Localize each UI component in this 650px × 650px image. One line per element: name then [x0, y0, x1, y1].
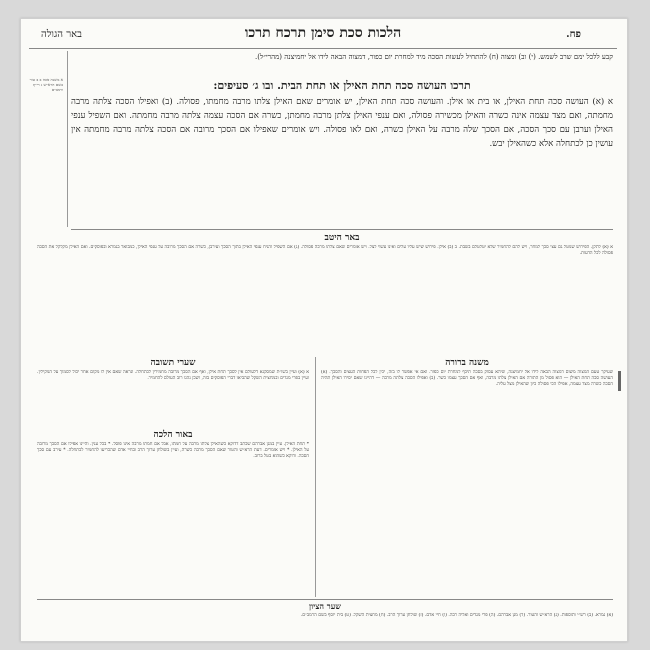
- margin-marker: [618, 371, 621, 391]
- shaarei-teshuva-text: א (א) ועיין בשו״ת שמסקנא דלעולם אין לסכך תחת אילן, ואף אם הסכך מרובה מחמירין לכתחלה. ונראה שאם אין לו מקום אחר יכול לסמוך על המקילין. ועיין בפרי מגדים ובמחצית השקל שהביאו דברי הפוסקים בזה, ושכן נהגו רוב העולם להחמיר.: [37, 370, 309, 382]
- beer-hagolah-notes: א משנה סכה ב ב טור בשם הרא״ש ג רי״ף ורמב״ם: [29, 77, 63, 92]
- column-divider: [315, 357, 316, 597]
- mishna-berura-heading: משנה ברורה: [445, 358, 489, 368]
- footnote-rule: [37, 599, 613, 600]
- side-column-divider: [67, 51, 68, 227]
- shaar-hatziyun-heading: שער הציון: [309, 601, 341, 611]
- beer-heitev-text: א (א) לתקן. הפירוש שנוטל גם עצי סכך למחר, ויש להם להחמיר שלא יטלטלם בשבת. ב (ב) אילן. פירוש שיש עליו עלים ואינו עשוי לצל. ויש אומרים שאם צלתו מרבה פסולה. (ג) אם השפיל והניח ענפי האילן בתוך הסכך ועירבן, כשרה אם הסכך מרובה על ענפי האילן, כמבואר בגמרא ובפוסקים. ואם האילן מקלקל את הסכה פסולה לכל הדעות.: [37, 245, 613, 257]
- side-column-label: באר הגולה: [41, 29, 82, 40]
- beer-heitev-heading: באר היטב: [324, 233, 360, 243]
- main-text-rule: [71, 229, 613, 230]
- header-rule: [29, 48, 617, 49]
- biur-halacha-heading: באור הלכה: [153, 430, 193, 440]
- page-number: פח.: [566, 29, 581, 40]
- page-title: הלכות סכת סימן תרכח תרכו: [244, 25, 402, 41]
- book-page: [20, 18, 628, 642]
- shaarei-teshuva-heading: שערי תשובה: [150, 358, 196, 368]
- shulchan-aruch-text: א (א) העושה סכה תחת האילן, או בית או אילן. והעושה סכה תחת האילן, יש אומרים שאם האילן צלתו מרבה מחמתו, פסולה. (ב) ואפילו הסכה צלתה מרבה מחמתה, ואם מצד עצמה אינה כשרה והאילן מכשירה פסולה, ואם ענפי האילן צלתן מרבה מחמתן, כשרה אם הסכה עצמה צלתה מרבה מחמתה. ואם השפיל ענפי האילן וערבן עם סכך הסכה, אם הסכך שלה מרבה על האילן כשרה, ואם לאו פסולה. ויש אומרים שאפילו אם הסכך מרובה אם הסכה צלתה מרבה מחמתה אין עושין כן לכתחלה אלא כשהאילן יבש.: [71, 97, 613, 149]
- mishna-berura-text: שעיקר טעם המצוה משום דמצוה הבאה לידו אל יחמיצנה, שיהא עסוק בסכה תיכף למחרת יום כפור. ואם אי אפשר לו בזה, יכין לכל הפחות העצים והסכך. (א) העושה סכה תחת האילן — הוא פסול מן התורה אם האילן צלתו מרבה, ואף אם הסכך עצמו כשר. (ב) ואפילו הסכה צלתה מרבה — דהיינו שאם יסירו האילן תהיה הסכה כשרה מצד עצמה, אפילו הכי פסולה כיון שהאילן מצל עליה.: [321, 370, 613, 388]
- running-header: [29, 23, 617, 47]
- siman-heading: תרכו העושה סכה תחת האילן או תחת הבית. ובו ג׳ סעיפים:: [213, 79, 471, 92]
- biur-halacha-text: * תחת האילן. עיין במגן אברהם שכתב דדוקא כשהאילן צלתו מרבה על חמתו, אבל אם חמתו מרבה אינו פוסל. * בכל ענין. והיינו אפילו אם הסכך מרובה על האילן. * ויש אומרים. דעת הרא״ש והטור שאם הסכך מרבה כשרה, ועיין בשולחן ערוך הרב ובחיי אדם שהכריעו להחמיר לכתחלה. * עירב עם סכך הסכה. ודוקא כשהוא בטל ברוב.: [37, 442, 309, 460]
- intro-line: קבע ללכל ימם שרב לשמש. (י) וב) ומצוה (ח) להתחיל לעשות הסכה מיד למחרת יום כפור, דמצוה הבאה לידו אל יחמיצנה (מהרי״ל).: [254, 53, 613, 61]
- shaar-hatziyun-text: (א) גמרא. (ב) רש״י ותוספות. (ג) הרא״ש והטור. (ד) מגן אברהם. (ה) פרי מגדים ואליה רבה. (ו) חיי אדם. (ז) שולחן ערוך הרב. (ח) מחצית השקל. (ט) בית יוסף בשם הרמב״ם.: [300, 613, 613, 618]
